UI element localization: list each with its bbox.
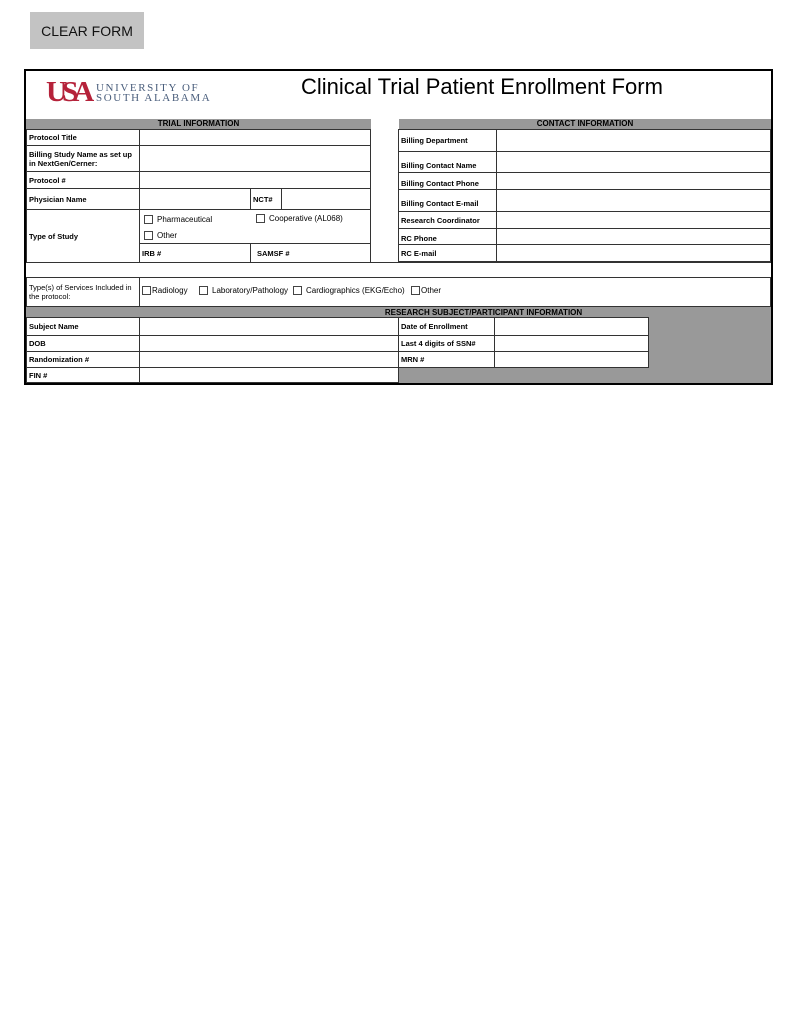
- irb-number-field[interactable]: IRB #: [139, 243, 251, 263]
- randomization-label: Randomization #: [26, 351, 140, 368]
- pharmaceutical-checkbox[interactable]: [144, 215, 153, 224]
- trial-information-heading: TRIAL INFORMATION: [26, 119, 371, 129]
- billing-contact-name-field[interactable]: [496, 151, 771, 173]
- service-radiology[interactable]: [142, 286, 188, 295]
- ssn-last4-label: Last 4 digits of SSN#: [398, 335, 495, 352]
- ssn-last4-field[interactable]: [494, 335, 649, 352]
- date-of-enrollment-field[interactable]: [494, 317, 649, 336]
- randomization-field[interactable]: [139, 351, 399, 368]
- rc-email-field[interactable]: [496, 244, 771, 262]
- logo-line-2: SOUTH ALABAMA: [96, 92, 212, 104]
- gray-filler-right: [648, 317, 771, 383]
- nct-label: NCT#: [250, 188, 282, 210]
- clear-form-button[interactable]: CLEAR FORM: [30, 12, 144, 49]
- billing-study-name-label: Billing Study Name as set up in NextGen/Cerner:: [26, 145, 140, 172]
- research-coordinator-label: Research Coordinator: [398, 211, 497, 229]
- cardiographics-label: Cardiographics (EKG/Echo): [306, 286, 405, 295]
- billing-contact-email-label: Billing Contact E-mail: [398, 189, 497, 212]
- logo-wordmark: [96, 83, 211, 103]
- other-service-label: Other: [421, 286, 442, 295]
- study-type-pharmaceutical[interactable]: [144, 215, 212, 224]
- other-study-label: Other: [157, 231, 178, 240]
- services-included-label: Type(s) of Services Included in the protocol:: [26, 277, 140, 307]
- dob-label: DOB: [26, 335, 140, 352]
- form-title: Clinical Trial Patient Enrollment Form: [301, 74, 663, 99]
- fin-field[interactable]: [139, 367, 399, 383]
- mrn-input[interactable]: [495, 355, 648, 370]
- billing-contact-name-label: Billing Contact Name: [398, 151, 497, 173]
- radiology-label: Radiology: [152, 286, 188, 295]
- billing-study-name-input[interactable]: [140, 146, 370, 171]
- university-logo: [45, 77, 212, 108]
- rc-email-label: RC E-mail: [398, 244, 497, 262]
- billing-contact-email-field[interactable]: [496, 189, 771, 212]
- billing-contact-name-input[interactable]: [497, 153, 770, 173]
- laboratory-checkbox[interactable]: [199, 286, 208, 295]
- subject-name-field[interactable]: [139, 317, 399, 336]
- subject-name-label: Subject Name: [26, 317, 140, 336]
- logo-line-1: UNIVERSITY OF: [96, 82, 200, 94]
- protocol-title-label: Protocol Title: [26, 129, 140, 146]
- mrn-field[interactable]: [494, 351, 649, 368]
- billing-department-label: Billing Department: [398, 129, 497, 152]
- laboratory-label: Laboratory/Pathology: [212, 286, 289, 295]
- study-type-other[interactable]: [144, 231, 177, 240]
- type-of-study-label: Type of Study: [26, 209, 140, 263]
- date-of-enrollment-label: Date of Enrollment: [398, 317, 495, 336]
- other-study-checkbox[interactable]: [144, 231, 153, 240]
- cooperative-checkbox[interactable]: [256, 214, 265, 223]
- nct-field[interactable]: [281, 188, 371, 210]
- billing-department-field[interactable]: [496, 129, 771, 152]
- study-type-cooperative[interactable]: [256, 214, 343, 223]
- service-cardiographics[interactable]: [293, 286, 405, 295]
- protocol-title-field[interactable]: [139, 129, 371, 146]
- research-coordinator-field[interactable]: [496, 211, 771, 229]
- cardiographics-checkbox[interactable]: [293, 286, 302, 295]
- dob-field[interactable]: [139, 335, 399, 352]
- physician-name-field[interactable]: [139, 188, 251, 210]
- billing-contact-email-input[interactable]: [497, 190, 770, 211]
- pharmaceutical-label: Pharmaceutical: [157, 215, 213, 224]
- protocol-number-field[interactable]: [139, 171, 371, 189]
- contact-information-heading: CONTACT INFORMATION: [399, 119, 771, 129]
- other-service-checkbox[interactable]: [411, 286, 420, 295]
- billing-department-input[interactable]: [497, 130, 770, 151]
- physician-name-label: Physician Name: [26, 188, 140, 210]
- cooperative-label: Cooperative (AL068): [269, 214, 343, 223]
- samsf-number-field[interactable]: SAMSF #: [250, 243, 371, 263]
- usa-logo-mark: USA: [45, 77, 90, 108]
- protocol-number-label: Protocol #: [26, 171, 140, 189]
- research-subject-heading: RESEARCH SUBJECT/PARTICIPANT INFORMATION: [26, 307, 771, 318]
- service-laboratory[interactable]: [199, 286, 288, 295]
- fin-input[interactable]: [140, 372, 398, 386]
- rc-phone-label: RC Phone: [398, 228, 497, 245]
- service-other[interactable]: [411, 286, 441, 295]
- billing-contact-phone-label: Billing Contact Phone: [398, 172, 497, 190]
- billing-contact-phone-field[interactable]: [496, 172, 771, 190]
- radiology-checkbox[interactable]: [142, 286, 151, 295]
- spacer-row: [26, 262, 771, 278]
- billing-study-name-field[interactable]: [139, 145, 371, 172]
- rc-phone-field[interactable]: [496, 228, 771, 245]
- physician-name-input[interactable]: [140, 190, 250, 210]
- mrn-label: MRN #: [398, 351, 495, 368]
- nct-input[interactable]: [282, 190, 370, 210]
- fin-label: FIN #: [26, 367, 140, 383]
